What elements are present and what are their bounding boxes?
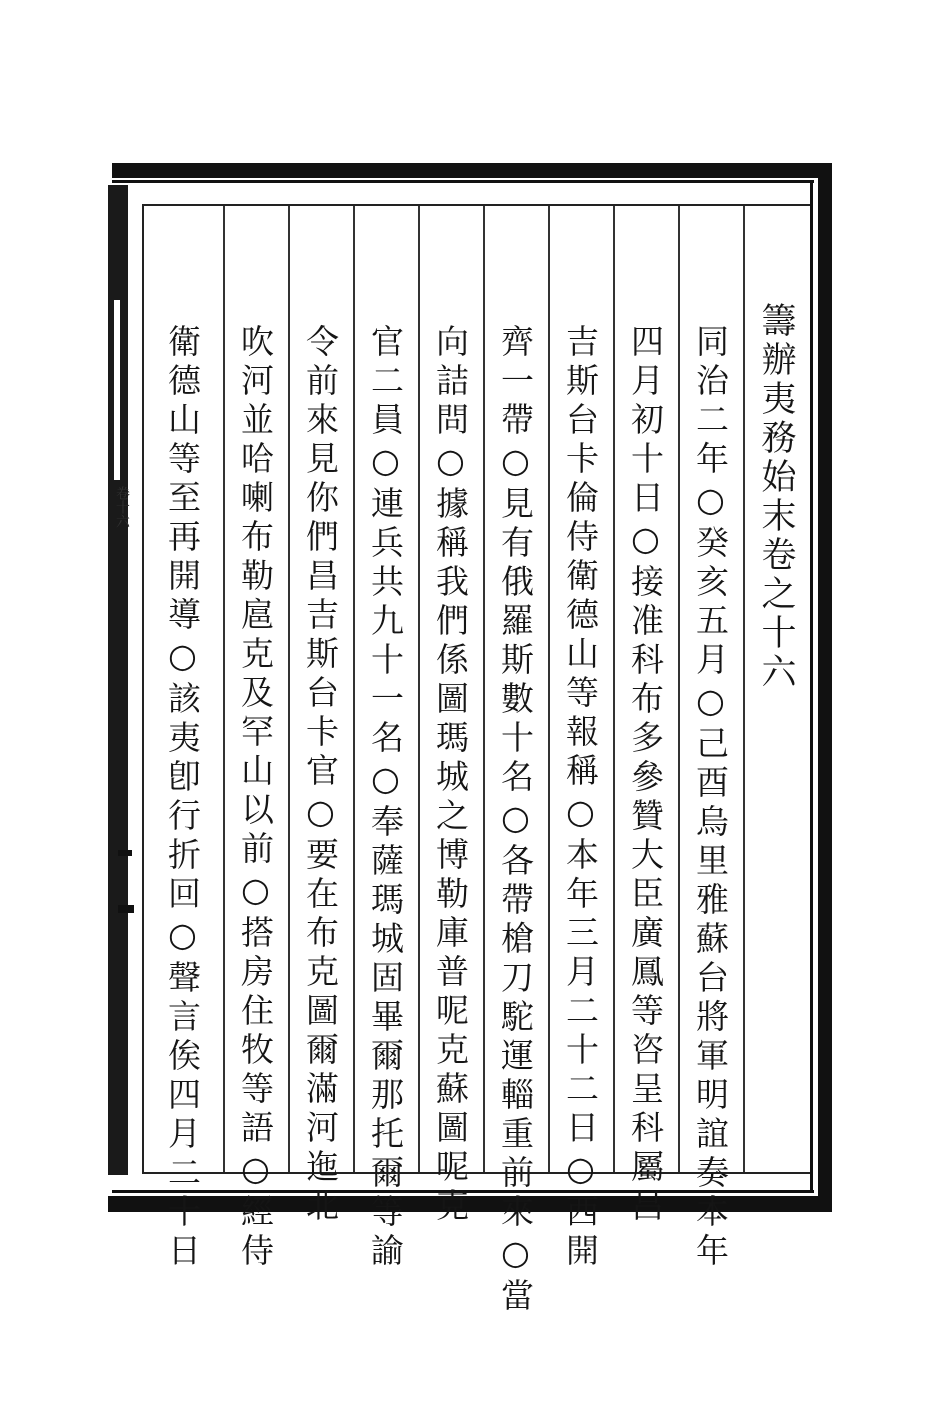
- column-text: 令前來見你們昌吉斯台卡官○要在布克圖爾滿河迤北: [301, 324, 340, 1227]
- column-text: 向詰問○據稱我們係圖瑪城之博勒庫普呢克蘇圖呢克: [431, 324, 470, 1227]
- column-text: 衛德山等至再開導○該夷卽行折回○聲言俟四月二十日: [163, 324, 202, 1272]
- text-column-title: [743, 206, 808, 1172]
- column-text: 齊一帶○見有俄羅斯數十名○各帶槍刀駝運輜重前來○當: [496, 324, 535, 1317]
- text-block: [142, 204, 810, 1317]
- text-column: [353, 206, 418, 1272]
- text-column: [483, 206, 548, 1317]
- text-column: [150, 206, 215, 1272]
- margin-volume-mark: 卷十六: [114, 486, 130, 528]
- text-column: [223, 206, 288, 1272]
- frame-top-border: [112, 163, 832, 178]
- text-column: [418, 206, 483, 1227]
- column-text: 官二員○連兵共九十一名○奉薩瑪城固畢爾那托爾等諭: [366, 324, 405, 1272]
- frame-top-inner-border: [112, 180, 814, 183]
- column-text: 吉斯台卡倫侍衛德山等報稱○本年三月二十二日○西開: [561, 324, 600, 1272]
- column-text: 吹河並哈喇布勒扈克及罕山以前○搭房住牧等語○經侍: [236, 324, 275, 1272]
- frame-right-border: [818, 163, 832, 1212]
- text-column: [678, 206, 743, 1272]
- text-column: [548, 206, 613, 1272]
- column-text: 同治二年○癸亥五月○己酉烏里雅蘇台將軍明誼奏本年: [691, 324, 730, 1272]
- gutter-gap: [114, 300, 120, 480]
- ink-blot: [118, 850, 132, 856]
- text-column: [613, 206, 678, 1227]
- column-text: 四月初十日○接准科布多參贊大臣廣鳳等咨呈科屬昌: [626, 324, 665, 1227]
- ink-blot: [118, 905, 134, 913]
- frame-right-inner-border: [810, 180, 813, 1192]
- page-title: 籌辦夷務始末卷之十六: [756, 302, 796, 692]
- text-column: [288, 206, 353, 1227]
